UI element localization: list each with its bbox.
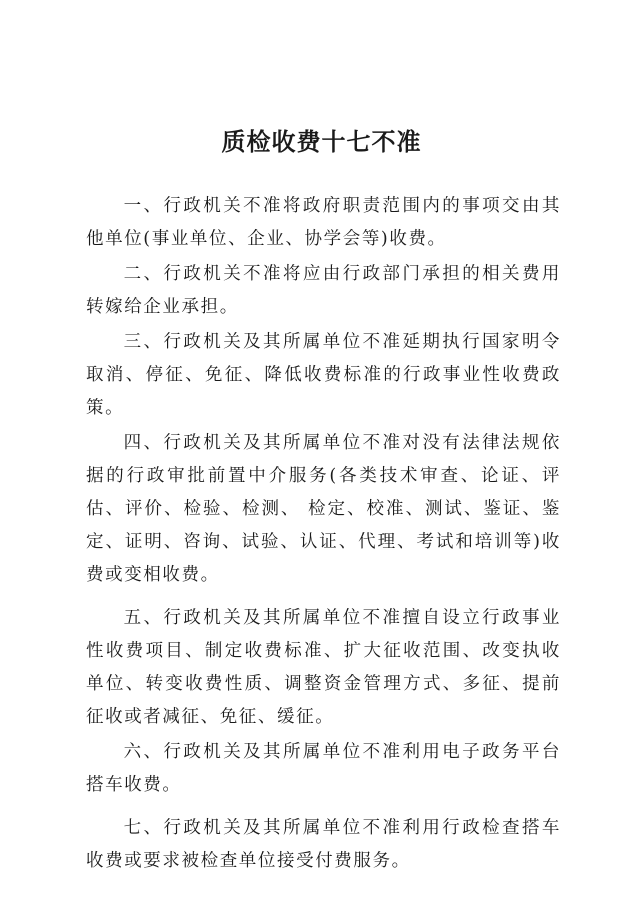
rule-paragraph-7: 七、行政机关及其所属单位不准利用行政检查搭车收费或要求被检查单位接受付费服务。 [86, 818, 561, 871]
rule-paragraph-6: 六、行政机关及其所属单位不准利用电子政务平台搭车收费。 [86, 742, 561, 795]
rule-paragraph-5: 五、行政机关及其所属单位不准擅自设立行政事业性收费项目、制定收费标准、扩大征收范围、改变执收单位、转变收费性质、调整资金管理方式、多征、提前征收或者减征、免征、缓征。 [86, 608, 561, 727]
rule-paragraph-4: 四、行政机关及其所属单位不准对没有法律法规依据的行政审批前置中介服务(各类技术审查、论证、评估、评价、检验、检测、 检定、校准、测试、鉴证、鉴定、证明、咨询、试验、认证、代理、考试和培训等)收费或变相收费。 [86, 433, 561, 585]
page-title: 质检收费十七不准 [221, 127, 422, 156]
rule-paragraph-2: 二、行政机关不准将应由行政部门承担的相关费用转嫁给企业承担。 [86, 264, 561, 317]
document-body [86, 190, 561, 878]
rule-paragraph-1: 一、行政机关不准将政府职责范围内的事项交由其他单位(事业单位、企业、协学会等)收费。 [86, 196, 561, 249]
rule-paragraph-3: 三、行政机关及其所属单位不准延期执行国家明令取消、停征、免征、降低收费标准的行政事业性收费政策。 [86, 332, 561, 418]
